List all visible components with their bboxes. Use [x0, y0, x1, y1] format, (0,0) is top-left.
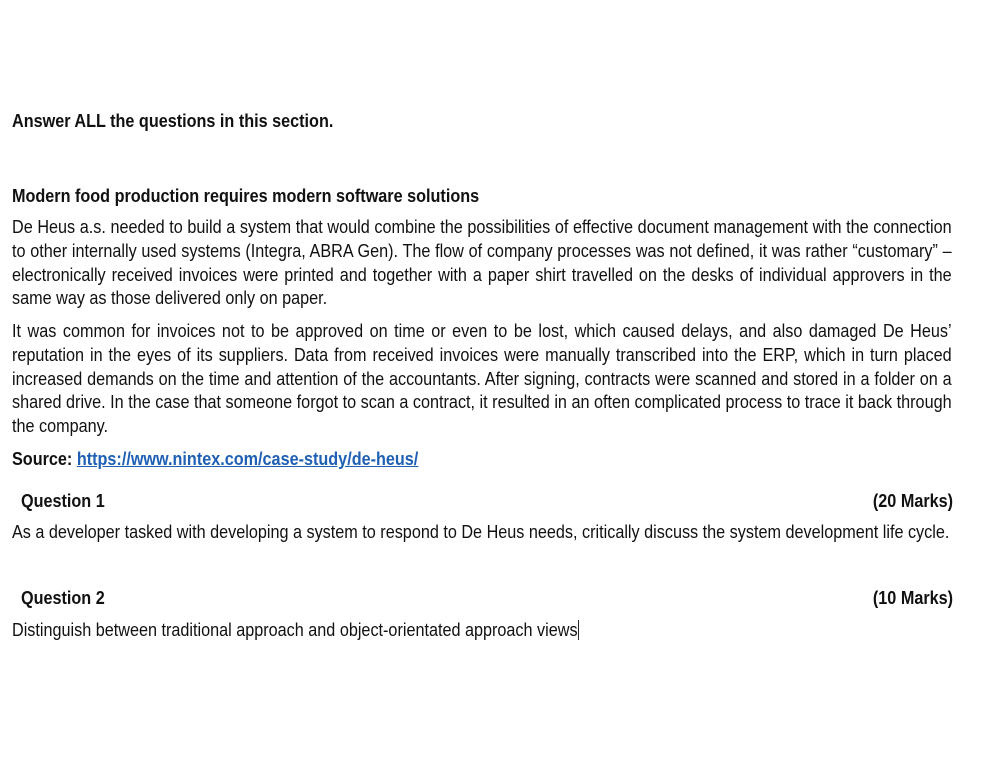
source-label: Source: — [12, 449, 73, 469]
case-study-paragraph-2: It was common for invoices not to be approved on time or even to be lost, which caused delays, and also damaged De Heus’ reputation in the eyes of its suppliers. Data from received invoices were manually transcribed into the ERP, which in turn placed increased demands on the time and attention of the accountants. After signing, contracts were scanned and stored in a folder on a shared drive. In the case that someone forgot to scan a contract, it resulted in an often complicated process to trace it back through the company. — [12, 321, 952, 437]
question-1-marks: (20 Marks) — [872, 491, 953, 511]
question-1-header — [12, 489, 952, 513]
question-2-text-line[interactable] — [12, 619, 579, 641]
section-instruction: Answer ALL the questions in this section. — [12, 111, 334, 131]
question-2-text: Distinguish between traditional approach and object-orientated approach views — [12, 620, 578, 640]
question-1-text: As a developer tasked with developing a system to respond to De Heus needs, critically discuss the system development life cycle. — [12, 522, 950, 542]
question-2-header — [12, 586, 952, 610]
question-2-title: Question 2 — [21, 588, 105, 608]
case-study-heading: Modern food production requires modern software solutions — [12, 186, 480, 206]
source-line — [12, 448, 418, 470]
source-link[interactable]: https://www.nintex.com/case-study/de-heus/ — [76, 449, 419, 469]
question-1-title: Question 1 — [21, 491, 105, 511]
text-cursor — [578, 620, 579, 640]
question-2-marks: (10 Marks) — [872, 588, 953, 608]
case-study-paragraph-1: De Heus a.s. needed to build a system that would combine the possibilities of effective document management with the connection to other internally used systems (Integra, ABRA Gen). The flow of company processes was not defined, it was rather “customary” – electronically received invoices were printed and together with a paper shirt travelled on the desks of individual approvers in the same way as those delivered only on paper. — [12, 217, 952, 309]
